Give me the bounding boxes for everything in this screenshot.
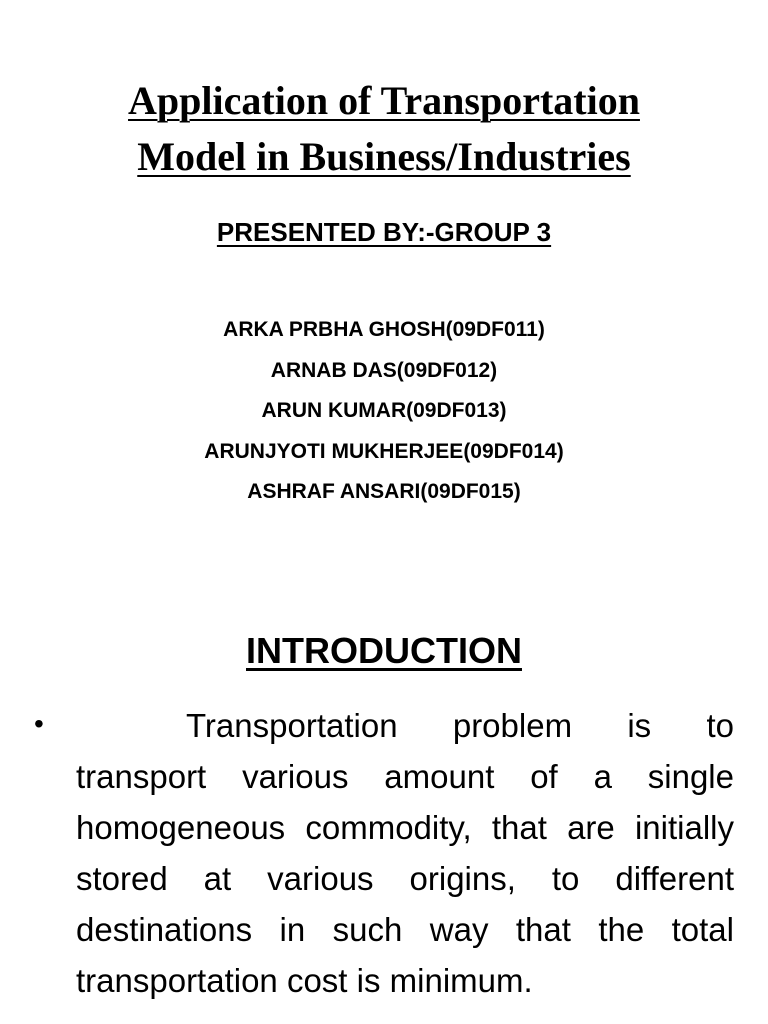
group-member-list [0, 310, 768, 513]
group-member: ARNAB DAS(09DF012) [270, 358, 498, 382]
document-title-line-1: Application of Transportation [128, 78, 640, 123]
group-member: ARKA PRBHA GHOSH(09DF011) [223, 318, 545, 341]
introduction-heading: INTRODUCTION [246, 630, 522, 671]
presented-by-heading: PRESENTED BY:-GROUP 3 [216, 217, 552, 247]
document-title-line-2: Model in Business/Industries [137, 134, 631, 179]
bullet-icon: • [34, 708, 44, 739]
introduction-paragraph: Transportation problem is to transport various amount of a single homogeneous commodity, that are initially stored at various origins, to different destinations in such way that the total transportation cost is minimum. [76, 707, 734, 999]
group-member: ARUN KUMAR(09DF013) [261, 399, 507, 422]
group-member: ASHRAF ANSARI(09DF015) [247, 480, 521, 503]
group-member: ARUNJYOTI MUKHERJEE(09DF014) [204, 439, 564, 463]
